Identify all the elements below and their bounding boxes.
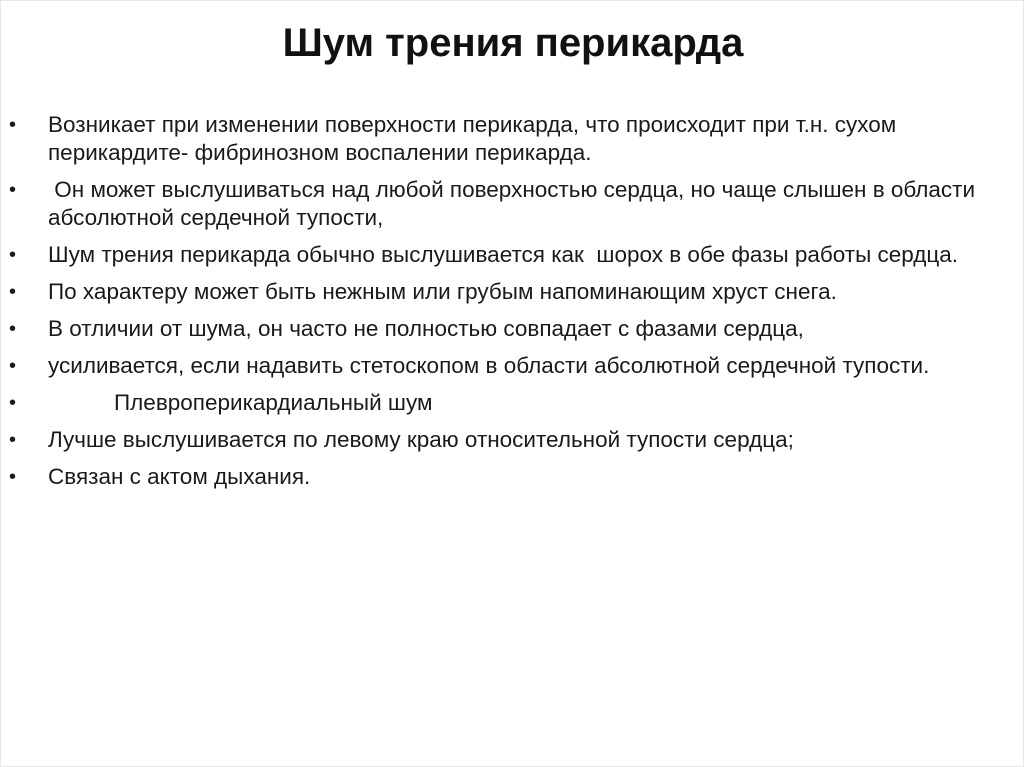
bullet-marker: •	[9, 355, 17, 377]
list-item-text: Шум трения перикарда обычно выслушивается как шорох в обе фазы работы сердца.	[48, 242, 959, 267]
slide-title: Шум трения перикарда	[282, 21, 744, 65]
list-item-text: Он может выслушиваться над любой поверхностью сердца, но чаще слышен в области абсолютной сердечной тупости,	[48, 177, 982, 230]
subheading-text: Плевроперикардиальный шум	[114, 390, 433, 415]
bullet-marker: •	[9, 318, 17, 340]
list-item	[1, 352, 1024, 380]
list-item	[1, 278, 1024, 306]
list-item	[1, 315, 1024, 343]
list-item-text: Возникает при изменении поверхности перикарда, что происходит при т.н. сухом перикардите- фибринозном воспалении перикарда.	[48, 112, 903, 165]
list-item	[1, 241, 1024, 269]
list-item	[1, 111, 1024, 167]
bullet-marker: •	[9, 114, 17, 136]
list-item	[1, 426, 1024, 454]
list-item-text: В отличии от шума, он часто не полностью совпадает с фазами сердца,	[48, 316, 804, 341]
list-item-text: Лучше выслушивается по левому краю относительной тупости сердца;	[48, 427, 794, 452]
bullet-marker: •	[9, 281, 17, 303]
bullet-marker: •	[9, 179, 17, 201]
bullet-marker: •	[9, 244, 17, 266]
list-item-text: Связан с актом дыхания.	[48, 464, 311, 489]
bullet-marker: •	[9, 392, 17, 414]
list-item-text: По характеру может быть нежным или грубым напоминающим хруст снега.	[48, 279, 837, 304]
list-item	[1, 463, 1024, 491]
bullet-marker: •	[9, 466, 17, 488]
bullet-list	[1, 111, 1024, 500]
list-item-text: усиливается, если надавить стетоскопом в области абсолютной сердечной тупости.	[48, 353, 930, 378]
list-item	[1, 176, 1024, 232]
list-item-subheading	[1, 389, 1024, 417]
bullet-marker: •	[9, 429, 17, 451]
